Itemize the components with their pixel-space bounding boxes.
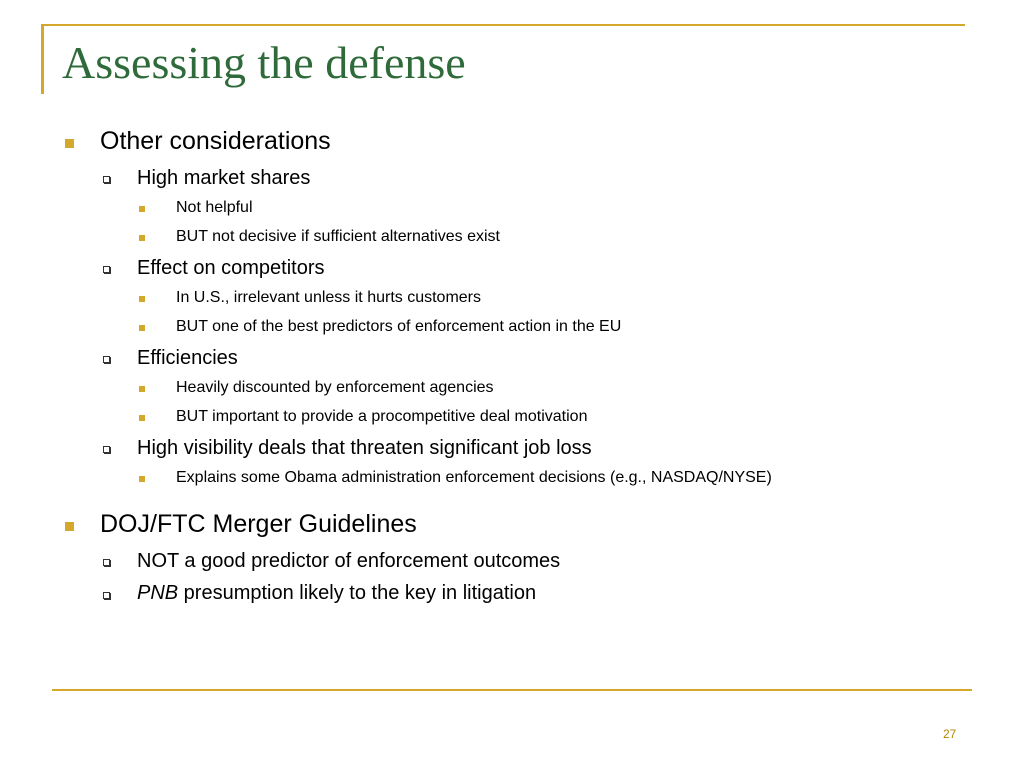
frame-left-rule xyxy=(41,24,44,94)
bullet-small-square-icon xyxy=(139,235,145,241)
bullet-doj-ftc-guidelines: DOJ/FTC Merger Guidelines xyxy=(100,510,417,538)
footer-rule xyxy=(52,689,972,691)
bullet-high-market-shares: High market shares xyxy=(137,167,311,189)
frame-top-rule xyxy=(41,24,965,26)
pnb-presumption-text: presumption likely to the key in litigation xyxy=(178,582,537,604)
bullet-small-square-icon xyxy=(139,296,145,302)
bullet-small-square-icon xyxy=(139,206,145,212)
bullet-not-good-predictor: NOT a good predictor of enforcement outcomes xyxy=(137,550,561,572)
bullet-efficiencies: Efficiencies xyxy=(137,347,238,369)
bullet-heavily-discounted: Heavily discounted by enforcement agencies xyxy=(176,379,494,396)
bullet-pnb-presumption xyxy=(137,582,536,605)
slide-title: Assessing the defense xyxy=(62,37,466,88)
bullet-us-irrelevant: In U.S., irrelevant unless it hurts customers xyxy=(176,289,481,306)
bullet-procompetitive: BUT important to provide a procompetitive deal motivation xyxy=(176,408,588,425)
bullet-high-visibility-deals: High visibility deals that threaten significant job loss xyxy=(137,437,592,459)
bullet-square-icon xyxy=(65,139,74,148)
pnb-case-name: PNB xyxy=(137,582,179,604)
bullet-not-helpful: Not helpful xyxy=(176,199,253,216)
bullet-square-icon xyxy=(65,522,74,531)
bullet-small-square-icon xyxy=(139,476,145,482)
bullet-other-considerations: Other considerations xyxy=(100,127,331,155)
bullet-checkbox-icon xyxy=(103,559,110,566)
bullet-small-square-icon xyxy=(139,386,145,392)
bullet-small-square-icon xyxy=(139,415,145,421)
bullet-obama-decisions: Explains some Obama administration enforcement decisions (e.g., NASDAQ/NYSE) xyxy=(176,469,772,486)
page-number: 27 xyxy=(943,727,957,741)
bullet-checkbox-icon xyxy=(103,356,110,363)
bullet-small-square-icon xyxy=(139,325,145,331)
bullet-checkbox-icon xyxy=(103,176,110,183)
bullet-not-decisive: BUT not decisive if sufficient alternatives exist xyxy=(176,228,500,245)
bullet-best-predictors: BUT one of the best predictors of enforcement action in the EU xyxy=(176,318,622,335)
bullet-effect-on-competitors: Effect on competitors xyxy=(137,257,325,279)
bullet-checkbox-icon xyxy=(103,266,110,273)
bullet-checkbox-icon xyxy=(103,592,110,599)
bullet-checkbox-icon xyxy=(103,446,110,453)
